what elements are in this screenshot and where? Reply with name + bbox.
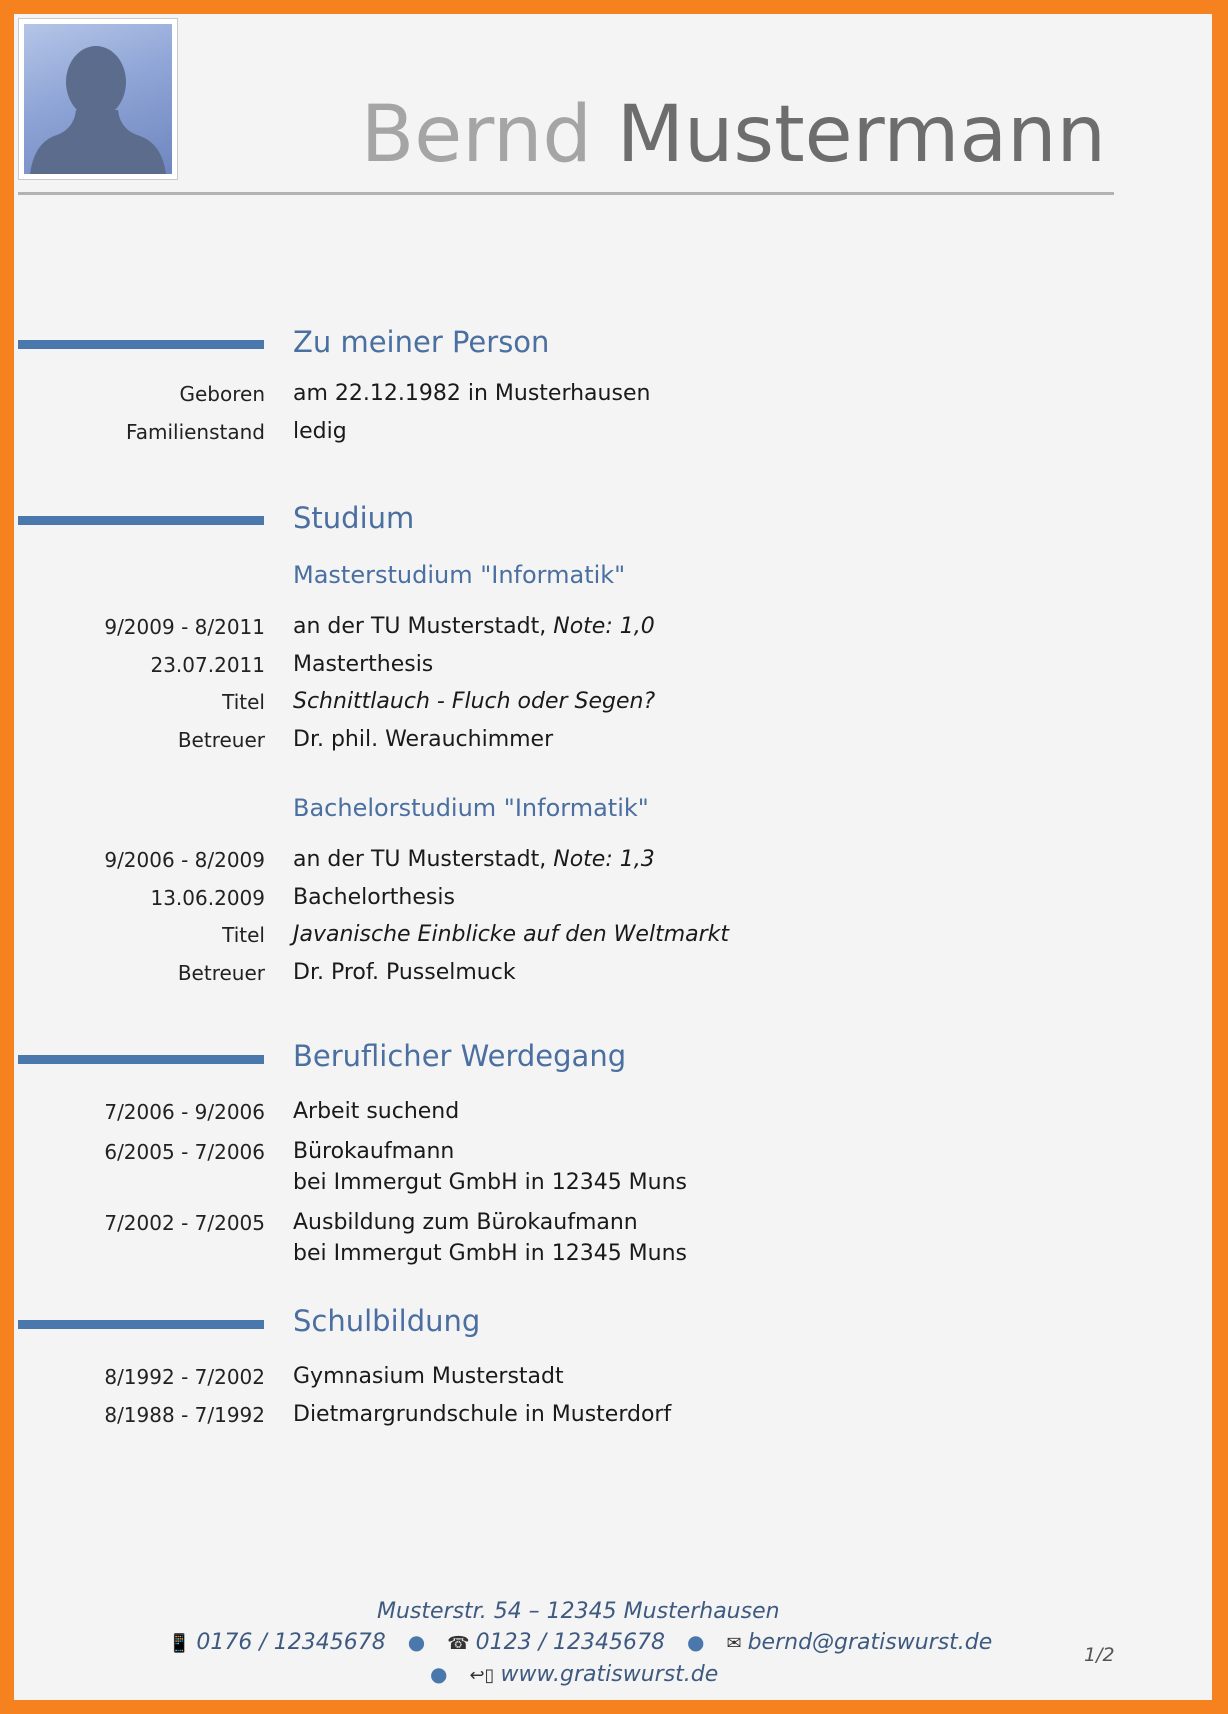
profile-photo	[18, 18, 178, 180]
master-advisor-label: Betreuer	[177, 728, 265, 752]
bachelor-advisor: Dr. Prof. Pusselmuck	[293, 960, 516, 985]
master-advisor: Dr. phil. Werauchimmer	[293, 727, 554, 752]
envelope-icon: ✉	[726, 1633, 742, 1654]
career-period: 7/2006 - 9/2006	[104, 1100, 265, 1124]
school-period: 8/1988 - 7/1992	[104, 1403, 265, 1427]
value-marital-status: ledig	[293, 419, 347, 444]
section-title-career: Beruflicher Werdegang	[293, 1039, 627, 1073]
name-divider	[18, 192, 1114, 195]
career-entry: Arbeit suchend	[293, 1099, 460, 1124]
section-title-school: Schulbildung	[293, 1304, 481, 1338]
section-bar-personal	[18, 340, 264, 349]
bachelor-grade: Note: 1,3	[553, 847, 655, 872]
school-period: 8/1992 - 7/2002	[104, 1365, 265, 1389]
value-born: am 22.12.1982 in Musterhausen	[293, 381, 651, 406]
separator-dot: ●	[687, 1630, 705, 1654]
section-bar-school	[18, 1320, 264, 1329]
cv-page	[14, 14, 1212, 1700]
footer-web-line	[430, 1664, 718, 1686]
master-thesis: Masterthesis	[293, 652, 434, 677]
master-period: 9/2009 - 8/2011	[104, 615, 265, 639]
master-university: an der TU Musterstadt, Note: 1,0	[293, 614, 655, 639]
person-silhouette-icon	[24, 24, 172, 174]
label-born: Geboren	[179, 382, 265, 406]
school-entry: Gymnasium Musterstadt	[293, 1364, 564, 1389]
career-entry-detail: bei Immergut GmbH in 12345 Muns	[293, 1241, 688, 1266]
section-title-personal: Zu meiner Person	[293, 325, 550, 359]
subsection-title-bachelor: Bachelorstudium "Informatik"	[293, 794, 649, 822]
bachelor-advisor-label: Betreuer	[177, 961, 265, 985]
footer-contact-line	[168, 1632, 992, 1654]
school-entry: Dietmargrundschule in Musterdorf	[293, 1402, 672, 1427]
subsection-title-master: Masterstudium "Informatik"	[293, 561, 626, 589]
bachelor-thesis-date: 13.06.2009	[150, 886, 265, 910]
separator-dot: ●	[430, 1662, 448, 1686]
footer-email[interactable]: bernd@gratiswurst.de	[747, 1630, 993, 1655]
separator-dot: ●	[407, 1630, 426, 1654]
career-entry-detail: bei Immergut GmbH in 12345 Muns	[293, 1170, 688, 1195]
career-period: 7/2002 - 7/2005	[104, 1211, 265, 1235]
master-thesis-title: Schnittlauch - Fluch oder Segen?	[293, 689, 656, 714]
last-name: Mustermann	[616, 90, 1106, 180]
full-name	[360, 90, 1106, 180]
career-entry: Bürokaufmann	[293, 1139, 455, 1164]
master-thesis-date: 23.07.2011	[150, 653, 265, 677]
section-bar-career	[18, 1055, 264, 1064]
bachelor-title-label: Titel	[222, 923, 265, 947]
footer-web[interactable]: www.gratiswurst.de	[500, 1662, 719, 1687]
bachelor-period: 9/2006 - 8/2009	[104, 848, 265, 872]
footer-mobile: 0176 / 12345678	[196, 1630, 386, 1655]
career-entry: Ausbildung zum Bürokaufmann	[293, 1210, 638, 1235]
first-name: Bernd	[360, 90, 592, 180]
section-bar-studium	[18, 516, 264, 525]
career-period: 6/2005 - 7/2006	[104, 1140, 265, 1164]
footer-address: Musterstr. 54 – 12345 Musterhausen	[377, 1599, 780, 1624]
mouse-icon: ↩▯	[469, 1665, 495, 1686]
label-marital-status: Familienstand	[126, 420, 265, 444]
telephone-icon: ☎	[447, 1633, 470, 1654]
page-number: 1/2	[1084, 1644, 1115, 1666]
bachelor-thesis: Bachelorthesis	[293, 885, 455, 910]
master-title-label: Titel	[222, 690, 265, 714]
mobile-phone-icon: 📱	[168, 1633, 191, 1654]
bachelor-thesis-title: Javanische Einblicke auf den Weltmarkt	[293, 922, 730, 947]
bachelor-university: an der TU Musterstadt, Note: 1,3	[293, 847, 655, 872]
master-grade: Note: 1,0	[553, 614, 655, 639]
section-title-studium: Studium	[293, 501, 415, 535]
footer-phone: 0123 / 12345678	[475, 1630, 666, 1655]
